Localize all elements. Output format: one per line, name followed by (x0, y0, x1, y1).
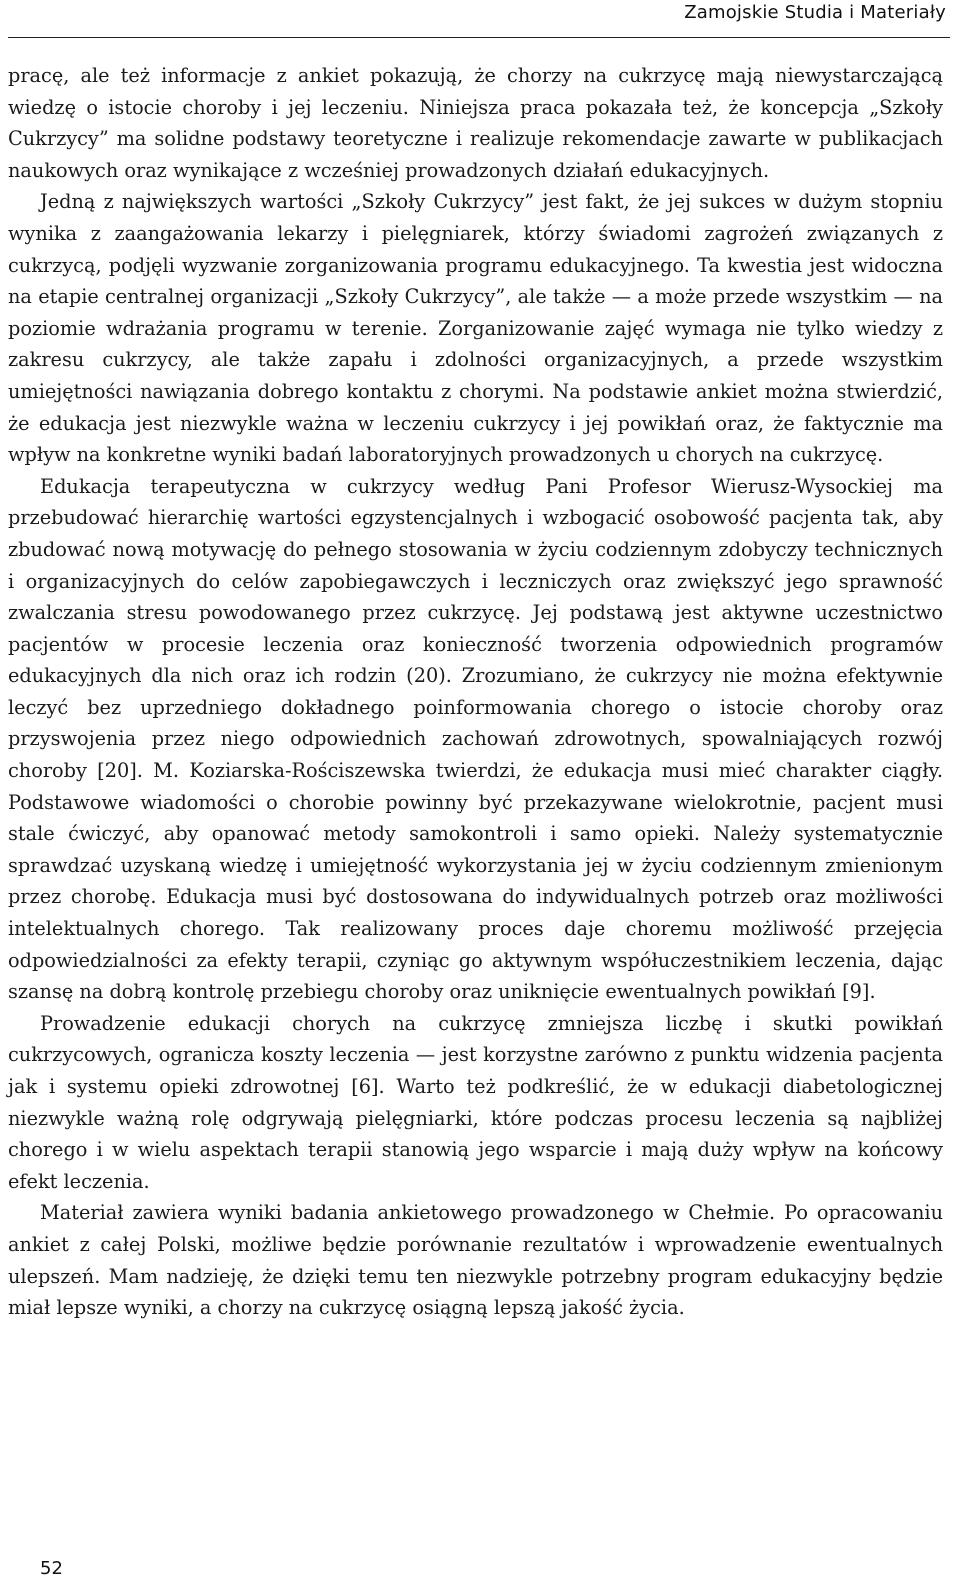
paragraph: Jedną z największych wartości „Szkoły Cukrzycy” jest fakt, że jej sukces w dużym stopniu wynika z zaangażowania lekarzy i pielęgniarek, którzy świadomi zagrożeń związanych z cukrzycą, podjęli wyzwanie zorganizowania programu edukacyjnego. Ta kwestia jest widoczna na etapie centralnej organizacji „Szkoły Cukrzycy”, ale także — a może przede wszystkim — na poziomie wdrażania programu w terenie. Zorganizowanie zajęć wymaga nie tylko wiedzy z zakresu cukrzycy, ale także zapału i zdolności organizacyjnych, a przede wszystkim umiejętności nawiązania dobrego kontaktu z chorymi. Na podstawie ankiet można stwierdzić, że edukacja jest niezwykle ważna w leczeniu cukrzycy i jej powikłań oraz, że faktycznie ma wpływ na konkretne wyniki badań laboratoryjnych prowadzonych u chorych na cukrzycę. (8, 190, 943, 467)
header-rule (8, 37, 950, 38)
page-number: 52 (40, 1558, 63, 1579)
paragraph: Edukacja terapeutyczna w cukrzycy według Pani Profesor Wierusz-Wysockiej ma przebudować hierarchię wartości egzystencjalnych i wzbogacić osobowość pacjenta tak, aby zbudować nową motywację do pełnego stosowania w życiu codziennym zdobyczy technicznych i organizacyjnych do celów zapobiegawczych i leczniczych oraz zwiększyć jego sprawność zwalczania stresu powodowanego przez cukrzycę. Jej podstawą jest aktywne uczestnictwo pacjentów w procesie leczenia oraz konieczność tworzenia odpowiednich programów edukacyjnych dla nich oraz ich rodzin (20). Zrozumiano, że cukrzycy nie można efektywnie leczyć bez uprzedniego dokładnego poinformowania chorego o istocie choroby oraz przyswojenia przez niego odpowiednich zachowań zdrowotnych, spowalniających rozwój choroby [20]. M. Koziarska-Rościszewska twierdzi, że edukacja musi mieć charakter ciągły. Podstawowe wiadomości o chorobie powinny być przekazywane wielokrotnie, pacjent musi stale ćwiczyć, aby opanować metody samokontroli i samo opieki. Należy systematycznie sprawdzać uzyskaną wiedzę i umiejętność wykorzystania jej w życiu codziennym zmienionym przez chorobę. Edukacja musi być dostosowana do indywidualnych potrzeb oraz możliwości intelektualnych chorego. Tak realizowany proces daje choremu możliwość przejęcia odpowiedzialności za efekty terapii, czyniąc go aktywnym współuczestnikiem leczenia, dając szansę na dobrą kontrolę przebiegu choroby oraz uniknięcie ewentualnych powikłań [9]. (8, 474, 943, 1004)
running-head-journal-title: Zamojskie Studia i Materiały (684, 2, 946, 23)
article-body (8, 60, 943, 1324)
paragraph-continued: pracę, ale też informacje z ankiet pokazują, że chorzy na cukrzycę mają niewystarczającą wiedzę o istocie choroby i jej leczeniu. Niniejsza praca pokazała też, że koncepcja „Szkoły Cukrzycy” ma solidne podstawy teoretyczne i realizuje rekomendacje zawarte w publikacjach naukowych oraz wynikające z wcześniej prowadzonych działań edukacyjnych. (8, 64, 943, 182)
paragraph: Materiał zawiera wyniki badania ankietowego prowadzonego w Chełmie. Po opracowaniu ankiet z całej Polski, możliwe będzie porównanie rezultatów i wprowadzenie ewentualnych ulepszeń. Mam nadzieję, że dzięki temu ten niezwykle potrzebny program edukacyjny będzie miał lepsze wyniki, a chorzy na cukrzycę osiągną lepszą jakość życia. (8, 1201, 943, 1320)
paragraph: Prowadzenie edukacji chorych na cukrzycę zmniejsza liczbę i skutki powikłań cukrzycowych, ogranicza koszty leczenia — jest korzystne zarówno z punktu widzenia pacjenta jak i systemu opieki zdrowotnej [6]. Warto też podkreślić, że w edukacji diabetologicznej niezwykle ważną rolę odgrywają pielęgniarki, które podczas procesu leczenia są najbliżej chorego i w wielu aspektach terapii stanowią jego wsparcie i mają duży wpływ na końcowy efekt leczenia. (8, 1011, 943, 1193)
